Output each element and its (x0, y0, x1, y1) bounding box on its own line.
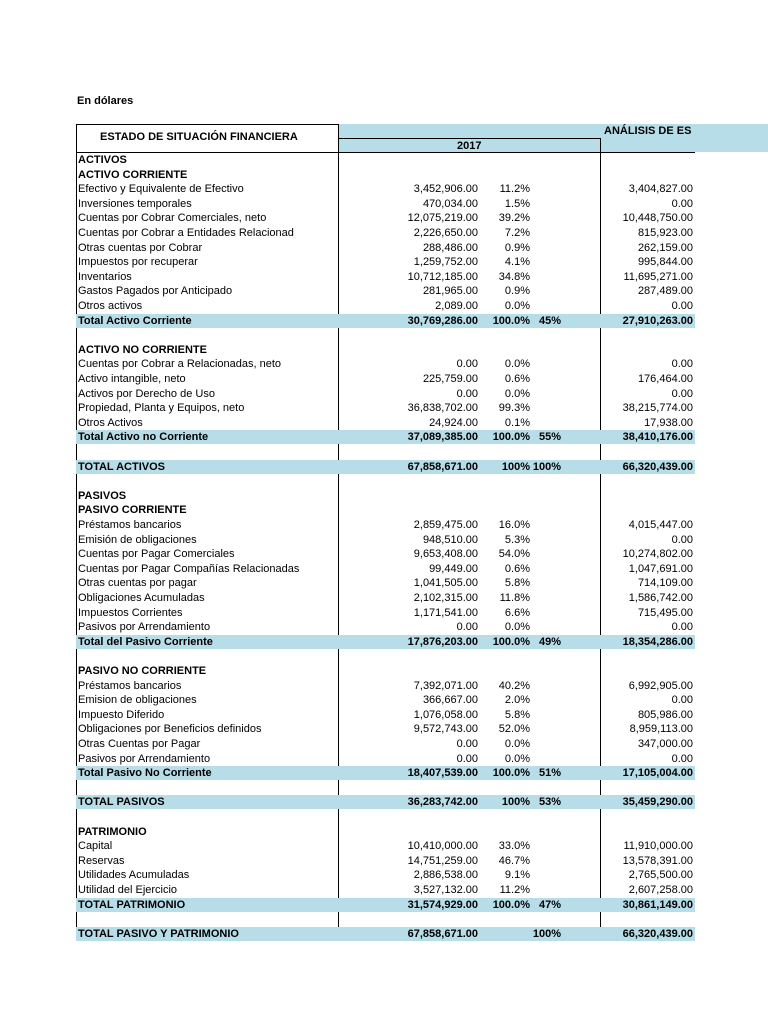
spacer-row (76, 781, 695, 795)
share-2017: 49% (538, 635, 561, 648)
table-row (76, 679, 695, 693)
value-next-year: 66,320,439.00 (622, 460, 693, 473)
value-next-year: 0.00 (671, 621, 693, 634)
percent-2017: 34.8% (498, 270, 530, 283)
percent-2017: 33.0% (498, 840, 530, 853)
section-header-row (76, 343, 695, 357)
percent-2017: 16.0% (498, 519, 530, 531)
value-2017: 225,759.00 (422, 373, 478, 385)
row-label: Pasivos por Arrendamiento (78, 752, 211, 765)
percent-2017: 0.0% (504, 300, 530, 312)
analysis-bottom-border (339, 138, 601, 139)
total-row (76, 766, 695, 780)
value-next-year: 0.00 (671, 387, 693, 400)
percent-2017: 100.0% (492, 635, 530, 648)
table-row (76, 197, 695, 211)
value-next-year: 0.00 (671, 694, 693, 707)
table-row (76, 241, 695, 255)
spacer-row (76, 445, 695, 459)
spacer-row (76, 912, 695, 926)
row-label: Inventarios (78, 270, 132, 283)
percent-2017: 0.6% (504, 373, 530, 385)
percent-2017: 99.3% (498, 402, 530, 415)
table-row (76, 284, 695, 298)
row-label: Activo intangible, neto (78, 373, 186, 385)
percent-2017: 0.9% (504, 285, 530, 298)
percent-2017: 52.0% (498, 723, 530, 736)
value-2017: 0.00 (456, 621, 478, 634)
percent-2017: 100.0% (492, 767, 530, 780)
table-row (76, 606, 695, 620)
table-row (76, 372, 695, 386)
value-next-year: 815,923.00 (637, 227, 693, 239)
table-row (76, 270, 695, 284)
value-next-year: 2,765,500.00 (628, 869, 693, 882)
total-row (76, 927, 695, 941)
row-label: PATRIMONIO (78, 825, 147, 838)
value-2017: 30,769,286.00 (407, 314, 478, 327)
row-label: Otras cuentas por Cobrar (78, 241, 203, 254)
value-next-year: 1,047,691.00 (628, 562, 693, 575)
row-label: Utilidad del Ejercicio (78, 884, 178, 896)
row-label: Activos por Derecho de Uso (78, 387, 215, 400)
row-label: PASIVOS (78, 489, 127, 502)
percent-2017: 2.0% (504, 694, 530, 707)
total-row (76, 430, 695, 444)
table-row (76, 416, 695, 430)
table-row (76, 387, 695, 401)
percent-2017: 5.8% (504, 708, 530, 721)
row-label: Impuestos por recuperar (78, 256, 198, 269)
value-2017: 288,486.00 (422, 241, 478, 254)
value-2017: 948,510.00 (422, 533, 478, 546)
value-2017: 2,102,315.00 (413, 592, 478, 604)
row-label: ACTIVO CORRIENTE (78, 168, 188, 181)
spacer-row (76, 474, 695, 488)
value-next-year: 8,959,113.00 (629, 723, 693, 736)
row-label: Utilidades Acumuladas (78, 869, 190, 882)
value-next-year: 0.00 (671, 752, 693, 765)
value-next-year: 0.00 (671, 358, 693, 371)
value-next-year: 18,354,286.00 (622, 635, 693, 648)
value-2017: 1,041,505.00 (413, 577, 478, 590)
value-2017: 470,034.00 (422, 197, 478, 210)
table-row (76, 226, 695, 240)
percent-2017: 0.6% (504, 562, 530, 575)
value-2017: 7,392,071.00 (413, 679, 478, 692)
share-2017: 55% (538, 431, 561, 444)
value-2017: 2,089.00 (435, 300, 478, 312)
row-label: Cuentas por Cobrar Comerciales, neto (78, 212, 267, 225)
value-2017: 99,449.00 (429, 562, 478, 575)
percent-2017: 0.0% (504, 387, 530, 400)
table-row (76, 547, 695, 561)
table-row (76, 883, 695, 897)
percent-2017: 46.7% (498, 854, 530, 867)
percent-2017: 100% (501, 796, 530, 809)
value-next-year: 3,404,827.00 (628, 183, 693, 196)
value-next-year: 11,910,000.00 (623, 840, 693, 853)
percent-2017: 4.1% (504, 256, 530, 269)
value-2017: 9,653,408.00 (413, 548, 478, 561)
value-2017: 0.00 (456, 387, 478, 400)
value-next-year: 38,410,176.00 (622, 431, 693, 444)
value-next-year: 995,844.00 (637, 256, 693, 269)
table-row (76, 211, 695, 225)
table-row (76, 620, 695, 634)
share-2017: 51% (538, 767, 561, 780)
value-next-year: 4,015,447.00 (628, 519, 693, 531)
row-label: Impuesto Diferido (78, 708, 165, 721)
row-label: PASIVO CORRIENTE (78, 504, 187, 517)
percent-2017: 11.8% (499, 592, 530, 604)
row-label: Otras Cuentas por Pagar (78, 738, 201, 750)
row-label: Reservas (78, 854, 125, 867)
table-row (76, 562, 695, 576)
section-header-row (76, 825, 695, 839)
row-label: Emision de obligaciones (78, 694, 197, 707)
row-label: ACTIVOS (78, 154, 127, 166)
currency-caption: En dólares (77, 95, 134, 107)
value-next-year: 0.00 (671, 300, 693, 312)
value-2017: 0.00 (456, 738, 478, 750)
value-next-year: 38,215,774.00 (622, 402, 693, 415)
section-header-row (76, 489, 695, 503)
value-2017: 9,572,743.00 (413, 723, 478, 736)
row-label: Pasivos por Arrendamiento (78, 621, 211, 634)
table-row (76, 854, 695, 868)
value-2017: 1,259,752.00 (413, 256, 478, 269)
percent-2017: 5.8% (504, 577, 530, 590)
table-row (76, 839, 695, 853)
table-row (76, 182, 695, 196)
row-label: Total Activo Corriente (78, 314, 192, 327)
value-2017: 366,667.00 (422, 694, 478, 707)
row-label: TOTAL ACTIVOS (78, 460, 165, 473)
value-2017: 18,407,539.00 (407, 767, 478, 780)
value-2017: 31,574,929.00 (407, 898, 478, 911)
table-row (76, 299, 695, 313)
percent-2017: 11.2% (499, 183, 530, 196)
value-2017: 12,075,219.00 (407, 212, 478, 225)
row-label: Total del Pasivo Corriente (78, 635, 213, 648)
statement-title: ESTADO DE SITUACIÓN FINANCIERA (100, 131, 298, 143)
row-label: Otros activos (78, 300, 143, 312)
spacer-row (76, 810, 695, 824)
value-next-year: 262,159.00 (637, 241, 693, 254)
row-label: Emisión de obligaciones (78, 533, 197, 546)
percent-2017: 11.2% (499, 884, 530, 896)
value-next-year: 11,695,271.00 (623, 270, 693, 283)
value-next-year: 715,495.00 (637, 606, 693, 619)
value-next-year: 66,320,439.00 (622, 927, 693, 940)
value-2017: 67,858,671.00 (407, 460, 478, 473)
percent-2017: 100.0% (492, 898, 530, 911)
value-2017: 10,712,185.00 (407, 270, 478, 283)
value-2017: 3,452,906.00 (413, 183, 478, 196)
value-2017: 2,886,538.00 (413, 869, 478, 882)
row-label: Inversiones temporales (78, 197, 192, 210)
analysis-header-band (339, 124, 768, 139)
percent-2017: 100% (501, 460, 530, 473)
table-row (76, 708, 695, 722)
value-next-year: 1,586,742.00 (628, 592, 693, 604)
share-2017: 100% (532, 927, 561, 940)
spacer-row (76, 328, 695, 342)
table-row (76, 518, 695, 532)
row-label: Obligaciones por Beneficios definidos (78, 723, 262, 736)
table-row (76, 591, 695, 605)
value-2017: 10,410,000.00 (407, 840, 478, 853)
row-label: Cuentas por Cobrar a Entidades Relacionad (78, 227, 294, 239)
percent-2017: 39.2% (498, 212, 530, 225)
row-label: Otros Activos (78, 416, 143, 429)
value-next-year: 10,274,802.00 (622, 548, 693, 561)
value-next-year: 10,448,750.00 (622, 212, 693, 225)
table-row (76, 737, 695, 751)
row-label: Préstamos bancarios (78, 519, 182, 531)
share-2017: 45% (538, 314, 561, 327)
percent-2017: 9.1% (504, 869, 530, 882)
percent-2017: 5.3% (504, 533, 530, 546)
value-2017: 24,924.00 (429, 416, 478, 429)
table-row (76, 576, 695, 590)
value-next-year: 17,105,004.00 (622, 767, 693, 780)
percent-2017: 0.0% (504, 738, 530, 750)
table-row (76, 255, 695, 269)
row-label: Gastos Pagados por Anticipado (78, 285, 233, 298)
total-row (76, 314, 695, 328)
table-row (76, 533, 695, 547)
value-2017: 281,965.00 (422, 285, 478, 298)
value-next-year: 2,607,258.00 (628, 884, 693, 896)
value-next-year: 35,459,290.00 (622, 796, 693, 809)
year-header: 2017 (457, 140, 482, 152)
percent-2017: 0.0% (504, 358, 530, 371)
row-label: Impuestos Corrientes (78, 606, 183, 619)
table-row (76, 401, 695, 415)
share-2017: 53% (538, 796, 561, 809)
value-2017: 67,858,671.00 (407, 927, 478, 940)
row-label: Capital (78, 840, 113, 853)
row-label: TOTAL PASIVOS (78, 796, 165, 809)
value-2017: 36,838,702.00 (407, 402, 478, 415)
value-2017: 1,171,541.00 (413, 606, 478, 619)
percent-2017: 0.0% (504, 752, 530, 765)
value-next-year: 0.00 (671, 197, 693, 210)
row-label: PASIVO NO CORRIENTE (78, 665, 207, 677)
percent-2017: 54.0% (498, 548, 530, 561)
table-row (76, 722, 695, 736)
value-2017: 37,089,385.00 (407, 431, 478, 444)
share-2017: 47% (538, 898, 561, 911)
value-2017: 36,283,742.00 (407, 796, 478, 809)
year-header-band (339, 139, 768, 152)
section-header-row (76, 503, 695, 517)
value-2017: 2,226,650.00 (413, 227, 478, 239)
row-label: TOTAL PASIVO Y PATRIMONIO (78, 927, 239, 940)
row-label: Efectivo y Equivalente de Efectivo (78, 183, 244, 196)
table-row (76, 868, 695, 882)
value-2017: 0.00 (456, 358, 478, 371)
row-label: Cuentas por Cobrar a Relacionadas, neto (78, 358, 282, 371)
percent-2017: 0.1% (504, 416, 530, 429)
analysis-header: ANÁLISIS DE ES (604, 125, 692, 137)
value-next-year: 0.00 (671, 533, 693, 546)
value-next-year: 714,109.00 (637, 577, 693, 590)
value-next-year: 27,910,263.00 (622, 314, 693, 327)
value-2017: 0.00 (456, 752, 478, 765)
table-row (76, 693, 695, 707)
value-2017: 3,527,132.00 (413, 884, 478, 896)
row-label: Otras cuentas por pagar (78, 577, 197, 590)
value-next-year: 287,489.00 (637, 285, 693, 298)
percent-2017: 100.0% (492, 314, 530, 327)
row-label: Obligaciones Acumuladas (78, 592, 205, 604)
value-2017: 1,076,058.00 (413, 708, 478, 721)
percent-2017: 7.2% (504, 227, 530, 239)
total-row (76, 795, 695, 809)
value-next-year: 805,986.00 (637, 708, 693, 721)
percent-2017: 1.5% (504, 197, 530, 210)
row-label: Propiedad, Planta y Equipos, neto (78, 402, 245, 415)
value-next-year: 17,938.00 (644, 416, 693, 429)
row-label: TOTAL PATRIMONIO (78, 898, 186, 911)
row-label: Cuentas por Pagar Compañías Relacionadas (78, 562, 300, 575)
value-next-year: 30,861,149.00 (622, 898, 693, 911)
spacer-row (76, 649, 695, 663)
value-2017: 17,876,203.00 (407, 635, 478, 648)
row-label: Cuentas por Pagar Comerciales (78, 548, 235, 561)
value-next-year: 13,578,391.00 (622, 854, 693, 867)
value-2017: 2,859,475.00 (413, 519, 478, 531)
header-top-border (76, 124, 339, 125)
total-row (76, 460, 695, 474)
row-label: ACTIVO NO CORRIENTE (78, 343, 207, 356)
value-next-year: 347,000.00 (637, 738, 693, 750)
section-header-row (76, 664, 695, 678)
table-row (76, 752, 695, 766)
percent-2017: 100.0% (492, 431, 530, 444)
percent-2017: 0.0% (504, 621, 530, 634)
share-2017: 100% (532, 460, 561, 473)
total-row (76, 898, 695, 912)
value-2017: 14,751,259.00 (407, 854, 478, 867)
percent-2017: 6.6% (504, 606, 530, 619)
value-next-year: 176,464.00 (637, 373, 693, 385)
value-next-year: 6,992,905.00 (628, 679, 693, 692)
section-header-row (76, 153, 695, 167)
percent-2017: 40.2% (498, 679, 530, 692)
row-label: Préstamos bancarios (78, 679, 182, 692)
row-label: Total Activo no Corriente (78, 431, 209, 444)
section-header-row (76, 168, 695, 182)
percent-2017: 0.9% (504, 241, 530, 254)
row-label: Total Pasivo No Corriente (78, 767, 212, 780)
table-row (76, 357, 695, 371)
total-row (76, 635, 695, 649)
